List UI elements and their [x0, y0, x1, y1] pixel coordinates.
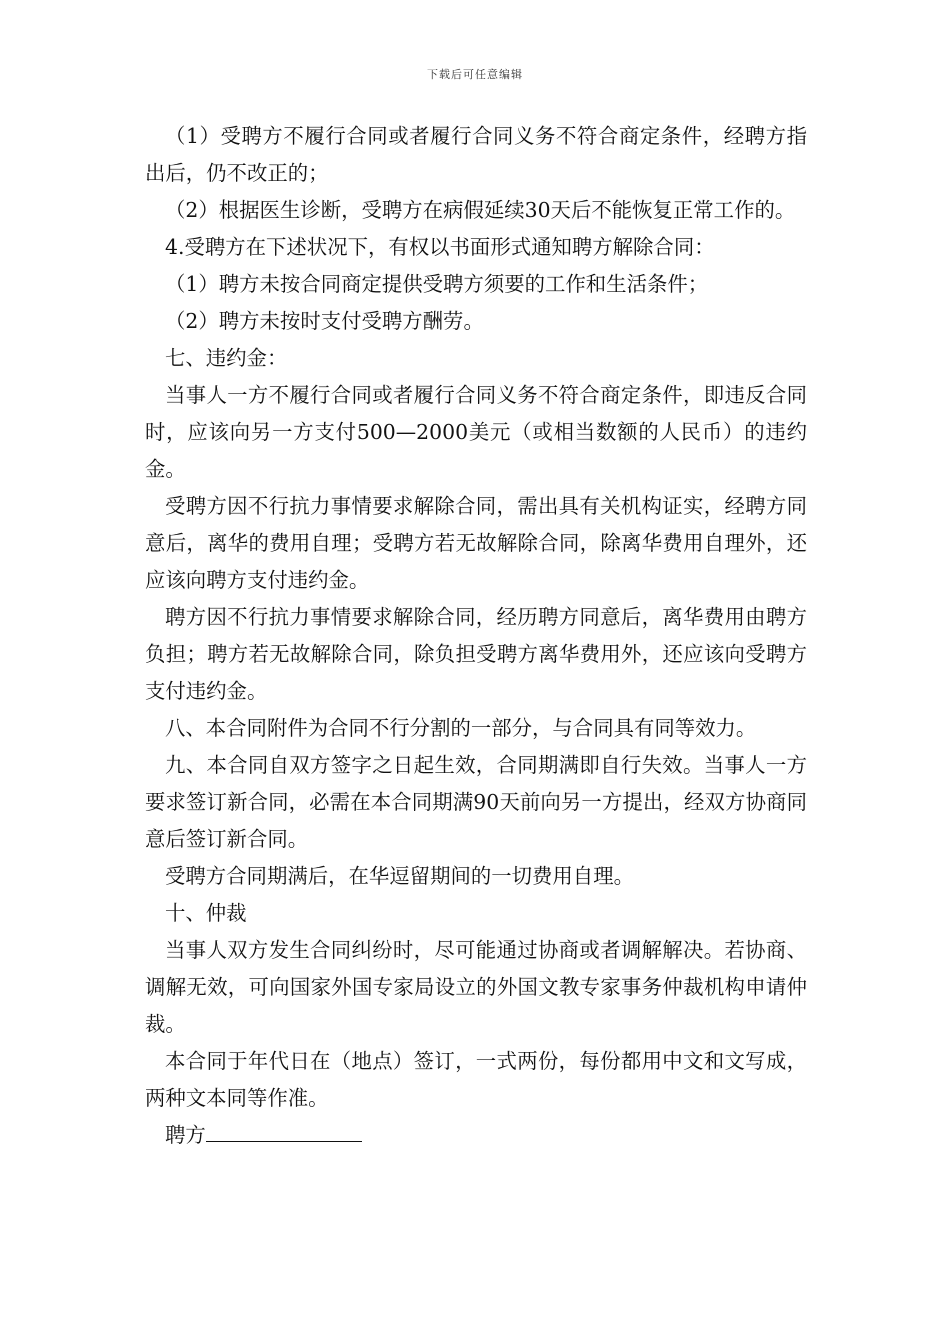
clause-paragraph: 当事人一方不履行合同或者履行合同义务不符合商定条件，即违反合同时，应该向另一方支付500—2000美元（或相当数额的人民币）的违约金。	[145, 383, 807, 481]
section-heading: 九、本合同自双方签字之日起生效，合同期满即自行失效。当事人一方要求签订新合同，必需在本合同期满90天前向另一方提出，经双方协商同意后签订新合同。	[145, 753, 807, 851]
clause-paragraph: 受聘方因不行抗力事情要求解除合同，需出具有关机构证实，经聘方同意后，离华的费用自理；受聘方若无故解除合同，除离华费用自理外，还应该向聘方支付违约金。	[145, 494, 807, 592]
clause-paragraph: 当事人双方发生合同纠纷时，尽可能通过协商或者调解解决。若协商、调解无效，可向国家外国专家局设立的外国文教专家事务仲裁机构申请仲裁。	[145, 938, 807, 1036]
clause-paragraph: （2）聘方未按时支付受聘方酬劳。	[165, 309, 484, 333]
clause-paragraph: （1）受聘方不履行合同或者履行合同义务不符合商定条件，经聘方指出后，仍不改正的；	[145, 124, 807, 185]
page-header: 下载后可任意编辑	[427, 68, 523, 81]
clause-paragraph: 4.受聘方在下述状况下，有权以书面形式通知聘方解除合同：	[165, 235, 715, 259]
section-heading: 十、仲裁	[165, 901, 247, 925]
section-heading: 七、违约金：	[165, 346, 288, 370]
signature-line	[145, 1117, 807, 1154]
section-heading: 八、本合同附件为合同不行分割的一部分，与合同具有同等效力。	[165, 716, 757, 740]
clause-paragraph: 聘方因不行抗力事情要求解除合同，经历聘方同意后，离华费用由聘方负担；聘方若无故解除合同，除负担受聘方离华费用外，还应该向受聘方支付违约金。	[145, 605, 807, 703]
signature-blank[interactable]	[206, 1121, 362, 1142]
clause-paragraph: （2）根据医生诊断，受聘方在病假延续30天后不能恢复正常工作的。	[165, 198, 796, 222]
clause-paragraph: 受聘方合同期满后，在华逗留期间的一切费用自理。	[165, 864, 634, 888]
clause-paragraph: （1）聘方未按合同商定提供受聘方须要的工作和生活条件；	[165, 272, 709, 296]
signature-label: 聘方	[165, 1123, 206, 1147]
document-body	[145, 118, 807, 1154]
clause-paragraph: 本合同于年代日在（地点）签订，一式两份，每份都用中文和文写成，两种文本同等作准。	[145, 1049, 807, 1110]
